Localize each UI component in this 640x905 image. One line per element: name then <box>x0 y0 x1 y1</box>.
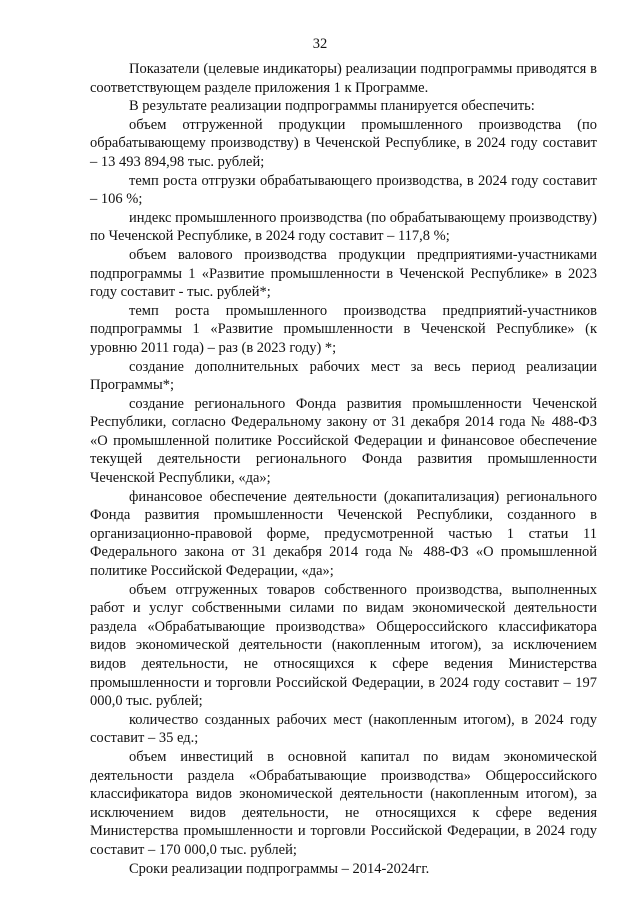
paragraph-fixed-capital-investment: объем инвестиций в основной капитал по видам экономической деятельности раздела «Обрабатывающие производства» Общероссийского классификатора видов экономической деятельности (накопленным итогом), за исключением видов деятельности, не относящихся к сфере ведения Министерства промышленности и торговли Российской Федерации, в 2024 году составит – 170 000,0 тыс. рублей; <box>90 748 597 858</box>
paragraph-shipment-growth-rate: темп роста отгрузки обрабатывающего производства, в 2024 году составит – 106 %; <box>90 172 597 208</box>
document-body <box>90 60 597 878</box>
paragraph-implementation-period: Сроки реализации подпрограммы – 2014-2024гг. <box>129 860 430 877</box>
paragraph-production-growth-rate: темп роста промышленного производства предприятий-участников подпрограммы 1 «Развитие промышленности в Чеченской Республике» (к уровню 2011 года) – раз (в 2023 году) *; <box>90 302 597 356</box>
paragraph-fund-financing: финансовое обеспечение деятельности (докапитализация) регионального Фонда развития промышленности Чеченской Республики, созданного в организационно-правовой форме, предусмотренной частью 1 статьи 11 Федерального закона от 31 декабря 2014 года № 488-ФЗ «О промышленной политике Российской Федерации, «да»; <box>90 488 597 580</box>
page-number: 32 <box>312 36 328 52</box>
paragraph-expected-results: В результате реализации подпрограммы планируется обеспечить: <box>129 98 535 115</box>
paragraph-gross-production-volume: объем валового производства продукции предприятиями-участниками подпрограммы 1 «Развитие промышленности в Чеченской Республике» в 2023 году составит - тыс. рублей*; <box>90 246 597 301</box>
paragraph-regional-fund-creation: создание регионального Фонда развития промышленности Чеченской Республики, согласно Федеральному закону от 31 декабря 2014 года № 488-ФЗ «О промышленной политике Российской Федерации и финансовое обеспечение текущей деятельности регионального Фонда развития промышленности Чеченской Республики, «да»; <box>90 395 597 487</box>
paragraph-shipped-products-volume: объем отгруженной продукции промышленного производства (по обрабатывающему производству) в Чеченской Республике, в 2024 году составит – 13 493 894,98 тыс. рублей; <box>90 116 597 170</box>
paragraph-shipped-goods-volume: объем отгруженных товаров собственного производства, выполненных работ и услуг собственными силами по видам экономической деятельности раздела «Обрабатывающие производства» Общероссийского классификатора видов экономической деятельности (накопленным итогом), за исключением видов деятельности, не относящихся к сфере ведения Министерства промышленности и торговли Российской Федерации, в 2024 году составит – 197 000,0 тыс. рублей; <box>90 581 597 710</box>
paragraph-created-jobs-count: количество созданных рабочих мест (накопленным итогом), в 2024 году составит – 35 ед.; <box>90 711 597 747</box>
paragraph-new-jobs: создание дополнительных рабочих мест за весь период реализации Программы*; <box>90 358 597 394</box>
paragraph-industrial-production-index: индекс промышленного производства (по обрабатывающему производству) по Чеченской Республике, в 2024 году составит – 117,8 %; <box>90 209 598 245</box>
paragraph-indicators: Показатели (целевые индикаторы) реализации подпрограммы приводятся в соответствующем разделе приложения 1 к Программе. <box>90 61 597 96</box>
